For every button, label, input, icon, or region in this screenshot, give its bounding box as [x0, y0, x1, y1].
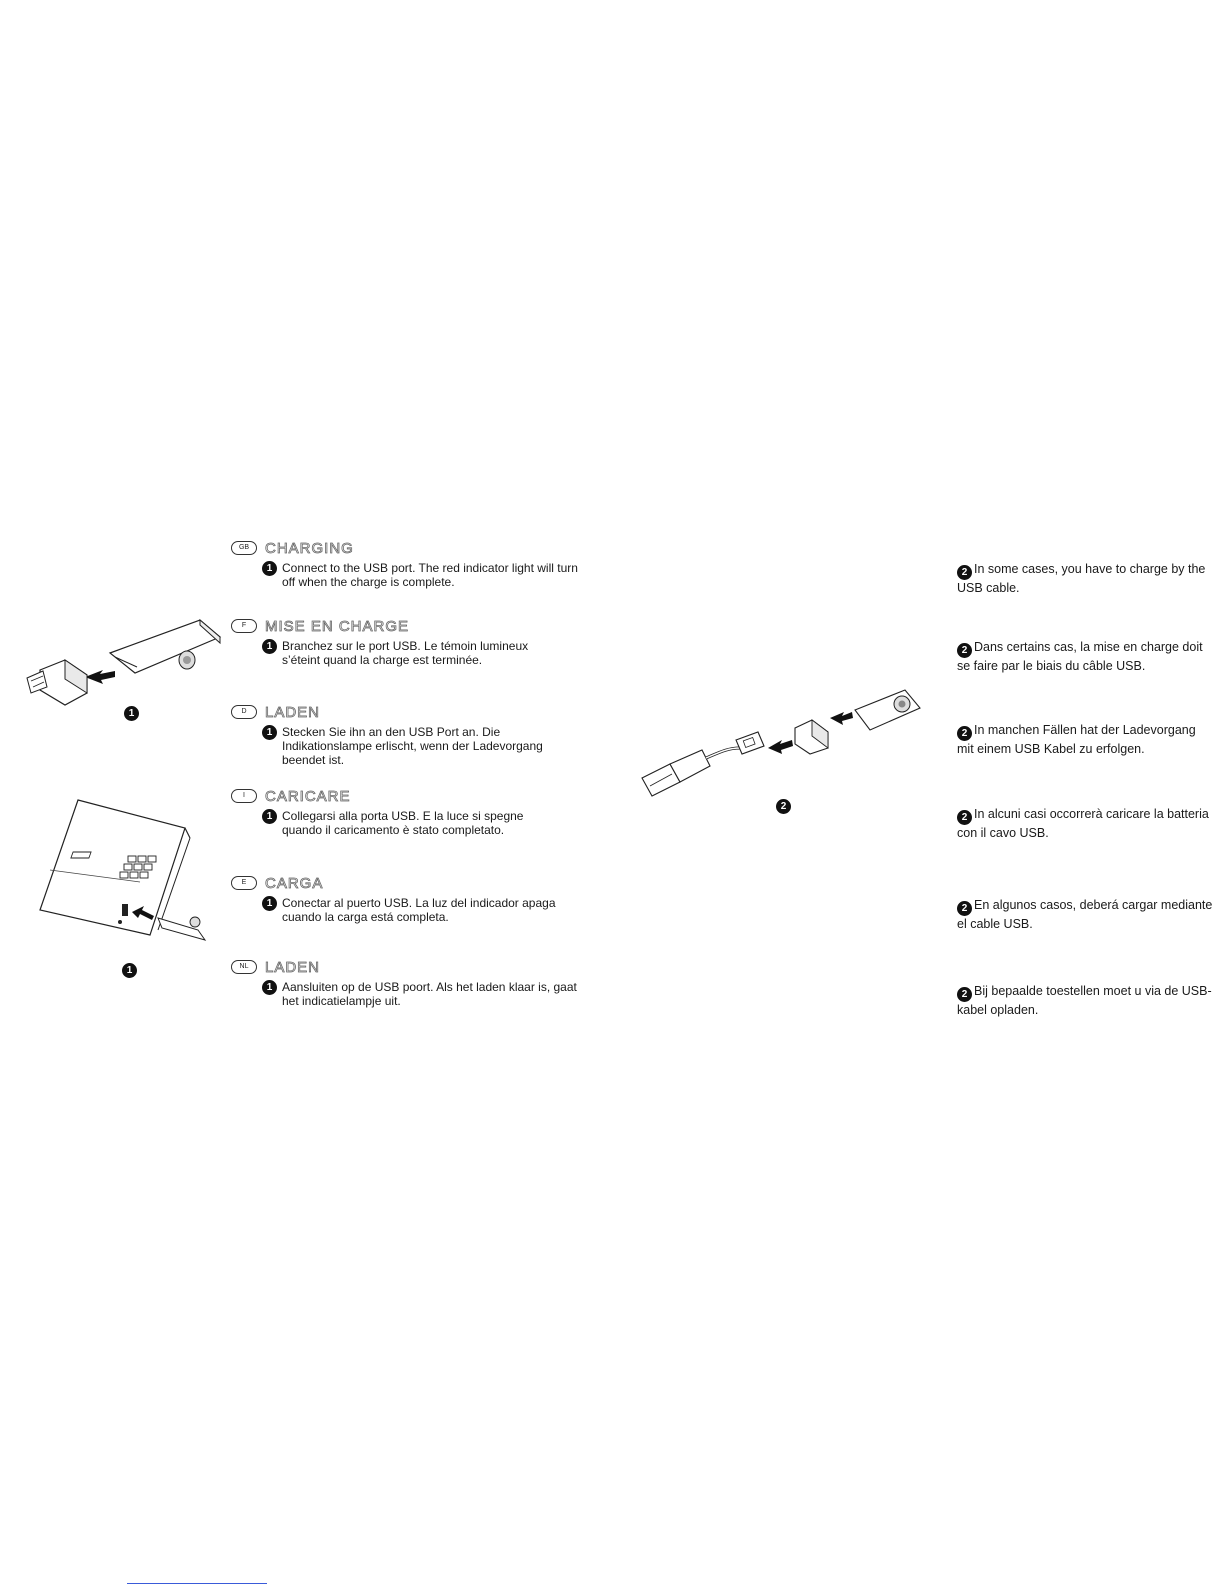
step-number: 1: [262, 896, 277, 911]
section-d: [231, 703, 591, 767]
section-gb: [231, 539, 591, 589]
figure-number-1-adapter: 1: [124, 706, 139, 721]
step-number: 2: [957, 643, 972, 658]
step-number: 2: [957, 901, 972, 916]
note-text: In alcuni casi occorrerà caricare la batteria con il cavo USB.: [957, 807, 1209, 840]
step-text: Conectar al puerto USB. La luz del indicador apaga cuando la carga está completa.: [282, 896, 556, 924]
step-number: 1: [262, 639, 277, 654]
step-text: Aansluiten op de USB poort. Als het laden klaar is, gaat het indicatielampje uit.: [282, 980, 577, 1008]
language-badge-gb: GB: [231, 541, 257, 555]
section-e: [231, 874, 591, 924]
language-badge-nl: NL: [231, 960, 257, 974]
section-title: LADEN: [265, 703, 321, 721]
step-text: Stecken Sie ihn an den USB Port an. Die Indikationslampe erlischt, wenn der Ladevorgang beendet ist.: [282, 725, 543, 767]
language-badge-e: E: [231, 876, 257, 890]
step-number: 2: [957, 987, 972, 1002]
figure-number-2-cable: 2: [776, 799, 791, 814]
section-title: CARGA: [265, 874, 324, 892]
note-text: Dans certains cas, la mise en charge doit se faire par le biais du câble USB.: [957, 640, 1203, 673]
note-text: En algunos casos, deberá cargar mediante el cable USB.: [957, 898, 1213, 931]
language-badge-f: F: [231, 619, 257, 633]
step-number: 2: [957, 810, 972, 825]
note-text: Bij bepaalde toestellen moet u via de USB-kabel opladen.: [957, 984, 1212, 1017]
step-text: Branchez sur le port USB. Le témoin lumineux s’éteint quand la charge est terminée.: [282, 639, 529, 667]
note-f: [957, 639, 1215, 675]
section-title: CARICARE: [265, 787, 351, 805]
note-e: [957, 897, 1215, 933]
step-number: 2: [957, 565, 972, 580]
step-number: 1: [262, 725, 277, 740]
note-text: In manchen Fällen hat der Ladevorgang mit einem USB Kabel zu erfolgen.: [957, 723, 1196, 756]
section-title: LADEN: [265, 958, 321, 976]
step-number: 2: [957, 726, 972, 741]
figure-number-1-laptop: 1: [122, 963, 137, 978]
note-text: In some cases, you have to charge by the USB cable.: [957, 562, 1206, 595]
note-i: [957, 806, 1215, 842]
note-nl: [957, 983, 1215, 1019]
section-title: CHARGING: [265, 539, 354, 557]
step-number: 1: [262, 809, 277, 824]
note-d: [957, 722, 1215, 758]
laptop-illustration: [40, 800, 220, 940]
section-nl: [231, 958, 591, 1008]
step-text: Collegarsi alla porta USB. E la luce si spegne quando il caricamento è stato completato.: [282, 809, 524, 837]
note-gb: [957, 561, 1215, 597]
step-number: 1: [262, 980, 277, 995]
language-badge-d: D: [231, 705, 257, 719]
section-title: MISE EN CHARGE: [265, 617, 410, 635]
language-badge-i: I: [231, 789, 257, 803]
step-text: Connect to the USB port. The red indicator light will turn off when the charge is complete.: [282, 561, 578, 589]
usb-cable-illustration: [640, 690, 940, 810]
usb-adapter-illustration: [25, 615, 255, 725]
step-number: 1: [262, 561, 277, 576]
bottom-edge-line: [127, 1583, 267, 1584]
section-i: [231, 787, 591, 837]
section-f: [231, 617, 591, 667]
